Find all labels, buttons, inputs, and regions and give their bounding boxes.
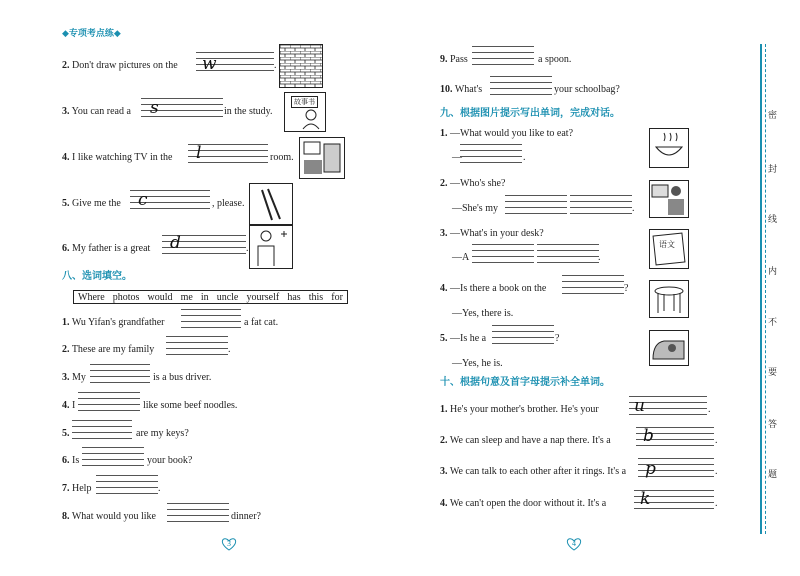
margin-char: 封 bbox=[768, 165, 778, 175]
fill-question-8: 8. What would you like bbox=[62, 511, 156, 522]
dialog-2-prefix: —She's my bbox=[452, 203, 498, 214]
margin-char: 密 bbox=[768, 111, 778, 121]
answer-lines-d3b[interactable] bbox=[537, 244, 599, 268]
noodles-picture bbox=[649, 128, 689, 168]
margin-char: 内 bbox=[768, 267, 778, 277]
question-6: 6. My father is a great bbox=[62, 243, 151, 254]
storybook-picture bbox=[284, 92, 326, 132]
period: . bbox=[715, 435, 718, 446]
answer-lines-d3a[interactable] bbox=[472, 244, 534, 268]
period: . bbox=[158, 483, 161, 494]
hint-letter-s2: b bbox=[643, 426, 654, 446]
hint-letter-s4: k bbox=[640, 489, 651, 509]
hint-letter-q2: w bbox=[202, 54, 217, 74]
driver-picture bbox=[649, 330, 689, 366]
answer-lines-d5[interactable] bbox=[492, 325, 554, 349]
page-number-left: 3 bbox=[221, 537, 237, 551]
margin-char: 线 bbox=[768, 215, 778, 225]
fill-8-tail: dinner? bbox=[231, 511, 261, 522]
word-option: has bbox=[287, 292, 301, 303]
answer-lines-d4[interactable] bbox=[562, 275, 624, 299]
spell-question-4: 4. We can't open the door without it. It's a bbox=[440, 498, 607, 509]
answer-lines-f10[interactable] bbox=[490, 76, 552, 100]
fill-question-5: 5. bbox=[62, 428, 70, 439]
question-4-tail: room. bbox=[270, 152, 294, 163]
fill-1-tail: a fat cat. bbox=[244, 317, 279, 328]
doctor-picture bbox=[249, 225, 293, 269]
table-picture bbox=[649, 280, 689, 318]
fill-question-4: 4. I bbox=[62, 400, 76, 411]
question-mark: ? bbox=[624, 283, 629, 294]
fill-10-tail: your schoolbag? bbox=[554, 84, 620, 95]
spell-question-3: 3. We can talk to each other after it rings. It's a bbox=[440, 466, 627, 477]
living-room-picture bbox=[299, 137, 345, 179]
answer-lines-f2[interactable] bbox=[166, 336, 228, 360]
answer-lines-f1[interactable] bbox=[181, 309, 241, 333]
period: . bbox=[523, 152, 526, 163]
question-3-tail: in the study. bbox=[224, 106, 273, 117]
dialog-5-answer: —Yes, he is. bbox=[452, 358, 503, 369]
dialog-4-question: 4. —Is there a book on the bbox=[440, 283, 547, 294]
word-option: for bbox=[331, 292, 343, 303]
hint-letter-q5: c bbox=[138, 190, 148, 210]
period: . bbox=[632, 203, 635, 214]
fill-question-7: 7. Help bbox=[62, 483, 92, 494]
dialog-1-question: 1. —What would you like to eat? bbox=[440, 128, 574, 139]
hint-letter-q3: s bbox=[150, 98, 159, 118]
answer-lines-d1[interactable] bbox=[460, 144, 522, 168]
margin-char: 题 bbox=[768, 470, 778, 480]
chinese-book-label: 语文 bbox=[659, 240, 675, 249]
dialog-5-question: 5. —Is he a bbox=[440, 333, 487, 344]
word-option: uncle bbox=[216, 292, 239, 303]
chinese-book-picture bbox=[649, 229, 689, 269]
period: . bbox=[708, 404, 711, 415]
fill-4-tail: like some beef noodles. bbox=[143, 400, 238, 411]
period: . bbox=[228, 344, 231, 355]
dialog-3-question: 3. —What's in your desk? bbox=[440, 228, 544, 239]
teacher-picture bbox=[649, 180, 689, 218]
answer-lines-f7[interactable] bbox=[96, 475, 158, 499]
answer-lines-f5[interactable] bbox=[72, 420, 132, 444]
answer-lines-f6[interactable] bbox=[82, 447, 144, 471]
answer-lines-d2b[interactable] bbox=[570, 195, 632, 219]
fill-3-tail: is a bus driver. bbox=[153, 372, 212, 383]
spell-question-1: 1. He's your mother's brother. He's your bbox=[440, 404, 599, 415]
answer-lines-f9[interactable] bbox=[472, 46, 534, 70]
chopsticks-picture bbox=[249, 183, 293, 225]
fill-question-1: 1. Wu Yifan's grandfather bbox=[62, 317, 165, 328]
word-bank bbox=[73, 290, 348, 304]
word-option: this bbox=[308, 292, 324, 303]
question-5: 5. Give me the bbox=[62, 198, 121, 209]
margin-char: 不 bbox=[768, 318, 778, 328]
answer-lines-d2a[interactable] bbox=[505, 195, 567, 219]
question-2: 2. Don't draw pictures on the bbox=[62, 60, 178, 71]
dialog-1-dash: — bbox=[452, 152, 462, 163]
word-option: Where bbox=[78, 292, 105, 303]
word-option: me bbox=[180, 292, 193, 303]
fill-9-tail: a spoon. bbox=[538, 54, 572, 65]
fill-question-2: 2. These are my family bbox=[62, 344, 155, 355]
fill-question-10: 10. What's bbox=[440, 84, 483, 95]
hint-letter-q6: d bbox=[170, 233, 181, 253]
binding-margin bbox=[746, 0, 800, 576]
period: . bbox=[246, 243, 249, 254]
hint-letter-s3: p bbox=[645, 459, 656, 479]
answer-lines-f8[interactable] bbox=[167, 503, 229, 527]
answer-lines-f4[interactable] bbox=[78, 392, 140, 416]
brick-wall-picture bbox=[279, 44, 323, 88]
dialog-3-prefix: —A bbox=[452, 252, 470, 263]
word-option: yourself bbox=[246, 292, 280, 303]
section-8-title: 八、选词填空。 bbox=[62, 271, 132, 282]
period: . bbox=[598, 252, 601, 263]
dialog-4-answer: —Yes, there is. bbox=[452, 308, 514, 319]
answer-lines-f3[interactable] bbox=[90, 364, 150, 388]
question-5-tail: , please. bbox=[212, 198, 245, 209]
margin-char: 要 bbox=[768, 368, 778, 378]
period: . bbox=[715, 466, 718, 477]
hint-letter-q4: l bbox=[196, 143, 202, 163]
hint-letter-s1: u bbox=[634, 396, 645, 416]
word-option: photos bbox=[112, 292, 140, 303]
question-3: 3. You can read a bbox=[62, 106, 131, 117]
period: . bbox=[715, 498, 718, 509]
page-number-right: 4 bbox=[566, 537, 582, 551]
storybook-label: 故事书 bbox=[291, 96, 318, 108]
fill-6-tail: your book? bbox=[147, 455, 193, 466]
section-9-title: 九、根据图片提示写出单词，完成对话。 bbox=[440, 108, 620, 119]
question-4: 4. I like watching TV in the bbox=[62, 152, 173, 163]
section-tag: ◆专项考点练◆ bbox=[62, 29, 121, 39]
margin-char: 答 bbox=[768, 420, 778, 430]
fill-question-3: 3. My bbox=[62, 372, 86, 383]
dialog-2-question: 2. —Who's she? bbox=[440, 178, 506, 189]
fill-question-6: 6. Is bbox=[62, 455, 80, 466]
fill-question-9: 9. Pass bbox=[440, 54, 468, 65]
question-mark: ? bbox=[555, 333, 560, 344]
word-option: in bbox=[200, 292, 209, 303]
section-10-title: 十、根据句意及首字母提示补全单词。 bbox=[440, 377, 610, 388]
period: . bbox=[274, 60, 277, 71]
fill-5-tail: are my keys? bbox=[136, 428, 189, 439]
word-option: would bbox=[147, 292, 173, 303]
spell-question-2: 2. We can sleep and have a nap there. It's a bbox=[440, 435, 611, 446]
